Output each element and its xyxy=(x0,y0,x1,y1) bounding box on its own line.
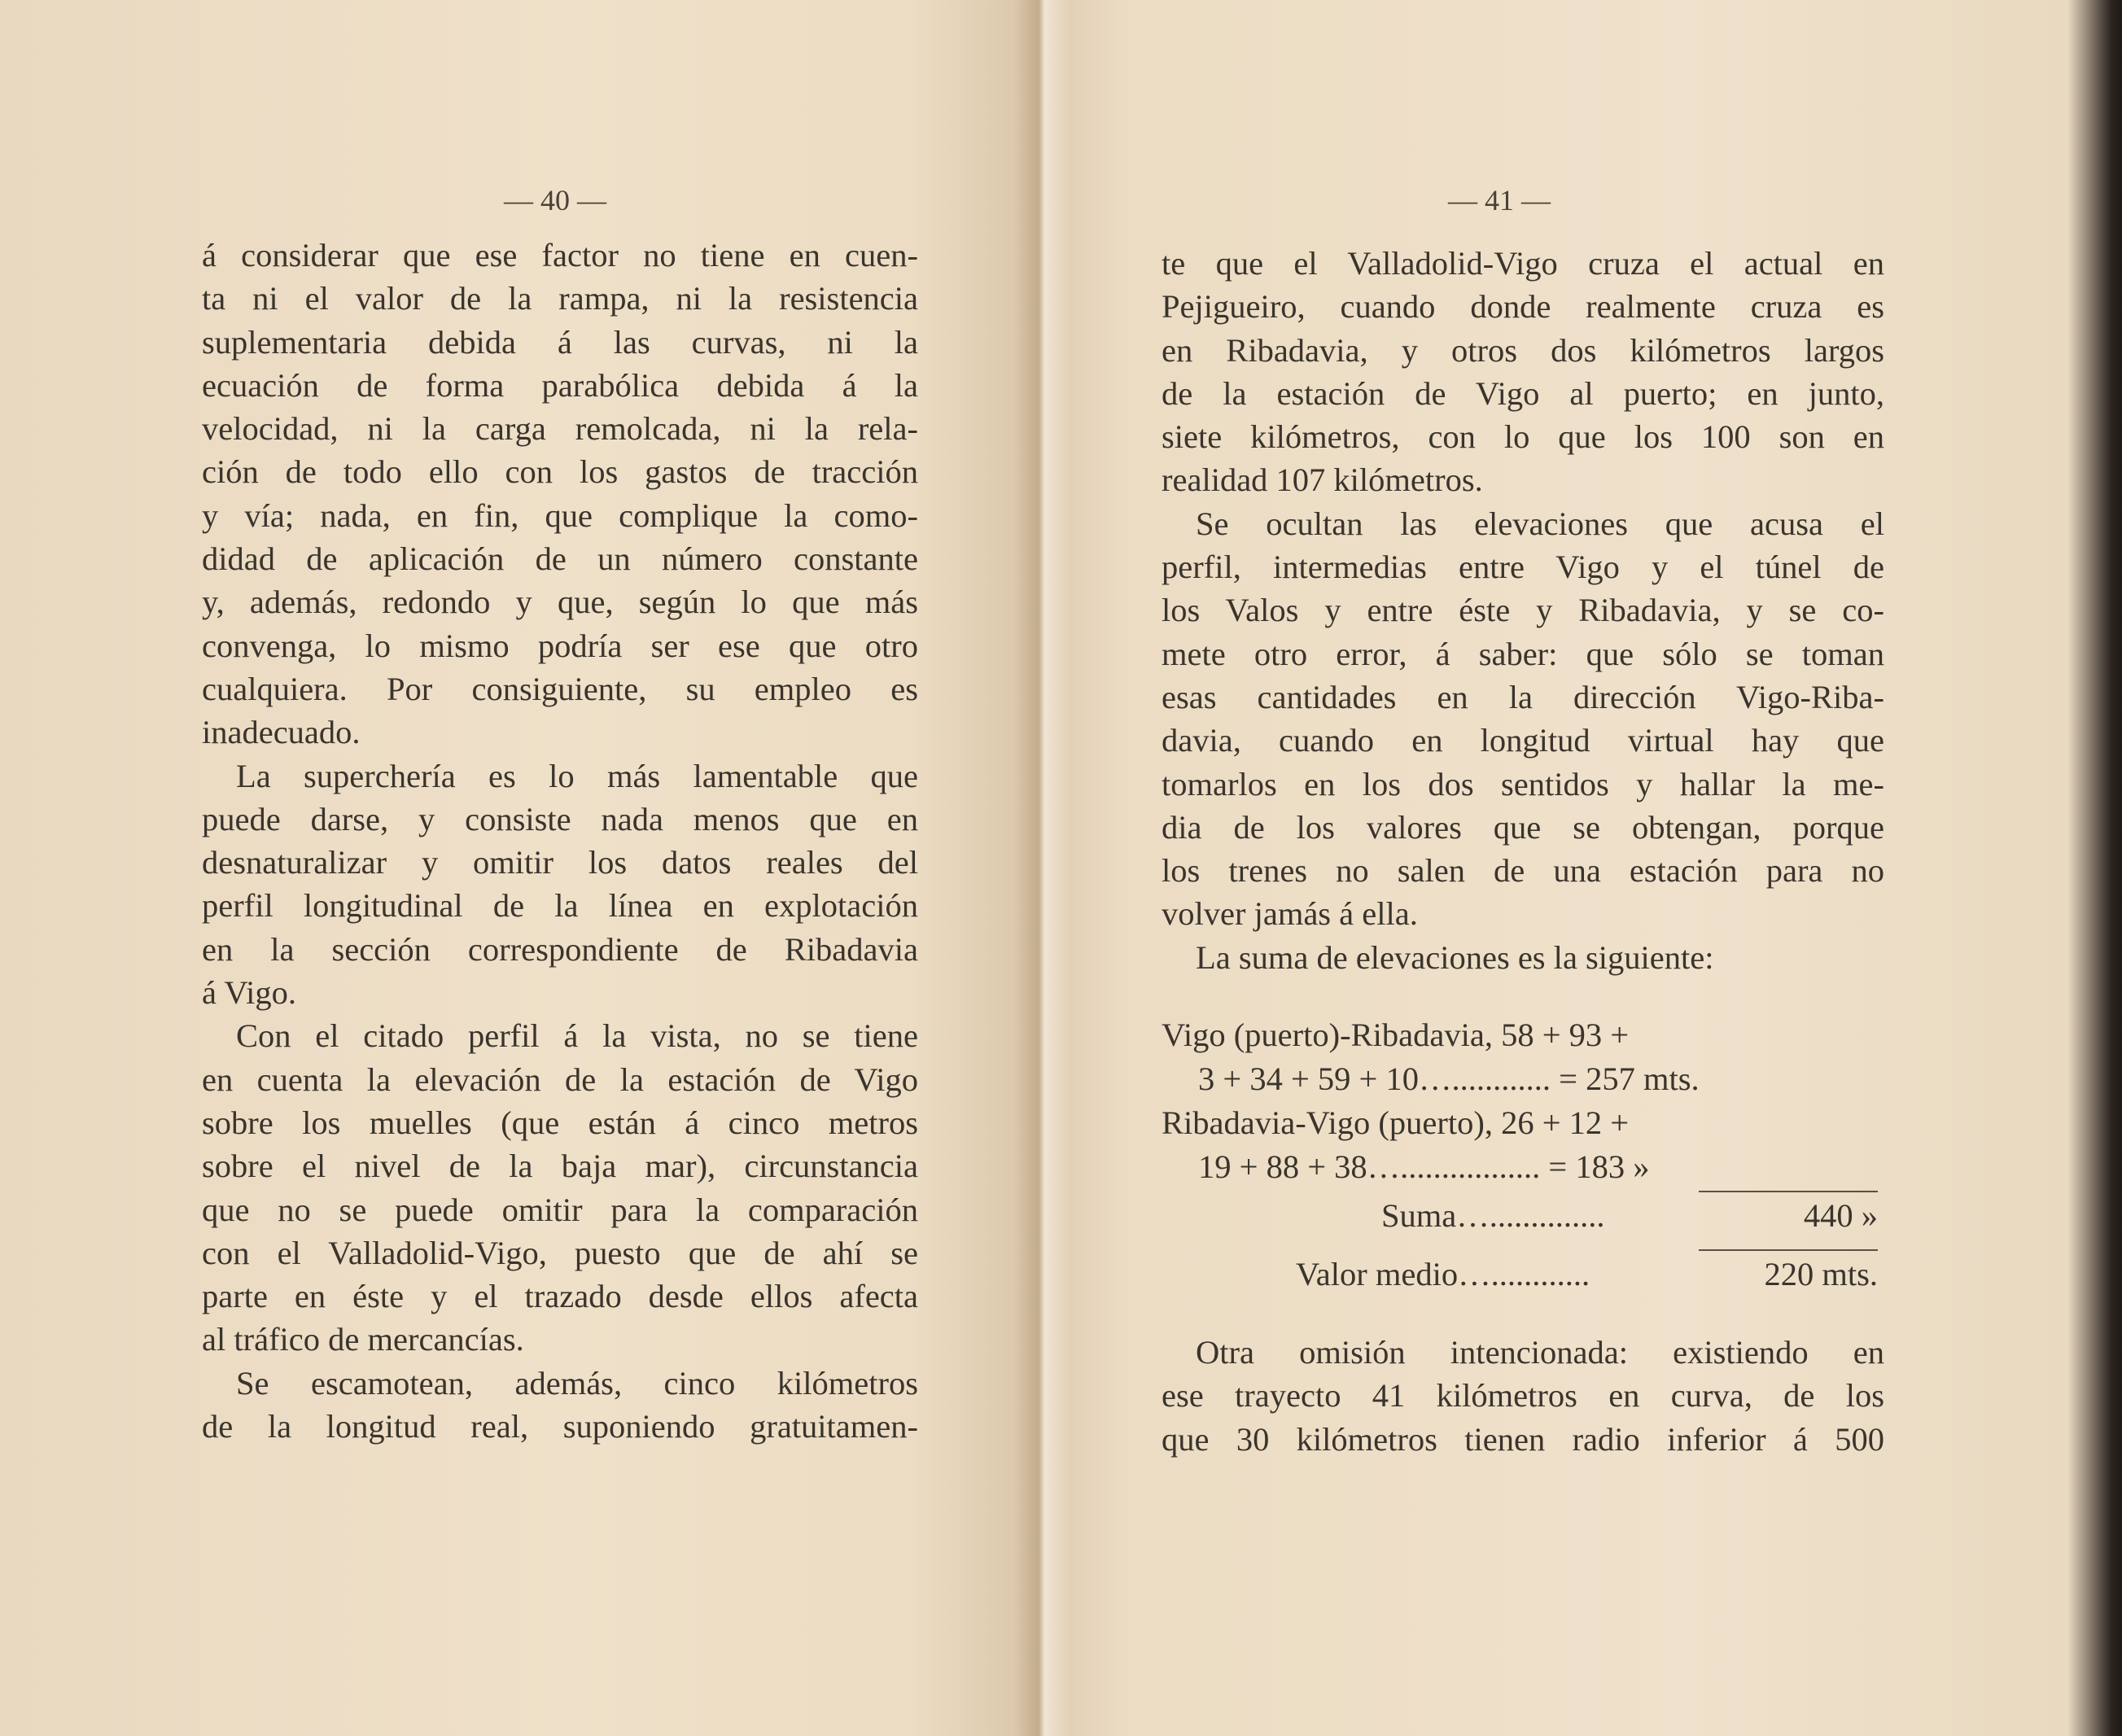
text-line: dia de los valores que se obtengan, porque xyxy=(1162,808,1884,846)
closing-paragraph xyxy=(1162,1331,1884,1461)
sum-row-text: Vigo (puerto)-Ribadavia, 58 + 93 + xyxy=(1162,1017,1630,1053)
text-line: los trenes no salen de una estación para no xyxy=(1162,852,1884,890)
text-line: te que el Valladolid-Vigo cruza el actual en xyxy=(1162,245,1884,282)
text-line: de la longitud real, suponiendo gratuitamen- xyxy=(202,1408,918,1445)
text-line: suplementaria debida á las curvas, ni la xyxy=(202,323,918,361)
paragraph-omision xyxy=(1162,1331,1884,1461)
text-line: en cuenta la elevación de la estación de Vigo xyxy=(202,1060,918,1098)
text-line: ta ni el valor de la rampa, ni la resistencia xyxy=(202,280,918,317)
text-line: cualquiera. Por consiguiente, su empleo es xyxy=(202,670,918,707)
paragraph-perfil xyxy=(202,1014,918,1361)
text-line: sobre el nivel de la baja mar), circunstancia xyxy=(202,1148,918,1185)
text-line: Pejigueiro, cuando donde realmente cruza es xyxy=(1162,288,1884,326)
text-line: velocidad, ni la carga remolcada, ni la rela- xyxy=(202,410,918,448)
paragraph-escamotean xyxy=(202,1362,918,1449)
text-line: mete otro error, á saber: que sólo se toman xyxy=(1162,635,1884,672)
left-text xyxy=(202,234,918,1448)
text-line: La suma de elevaciones es la siguiente: xyxy=(1196,938,1714,976)
text-line: y vía; nada, en fin, que complique la como- xyxy=(202,496,918,534)
text-line: tomarlos en los dos sentidos y hallar la me- xyxy=(1162,765,1884,802)
sum-row xyxy=(1162,1145,1878,1189)
text-line: siete kilómetros, con lo que los 100 son en xyxy=(1162,418,1884,456)
text-line: y, además, redondo y que, según lo que más xyxy=(202,584,918,621)
sum-row-text: 19 + 88 + 38…................. = 183 » xyxy=(1198,1148,1650,1185)
text-line: desnaturalizar y omitir los datos reales del xyxy=(202,844,918,881)
sum-row-text: 3 + 34 + 59 + 10…............ = 257 mts. xyxy=(1198,1060,1700,1097)
sum-rule-line xyxy=(1699,1191,1878,1192)
text-line: Otra omisión intencionada: existiendo en xyxy=(1196,1334,1884,1371)
sum-total-row xyxy=(1162,1194,1878,1238)
text-line: Se ocultan las elevaciones que acusa el xyxy=(1196,505,1884,542)
sum-mean-value: 220 mts. xyxy=(1764,1256,1878,1292)
text-line: La superchería es lo más lamentable que xyxy=(236,757,918,794)
page-number-left: — 40 — xyxy=(504,184,606,216)
text-line: Con el citado perfil á la vista, no se tiene xyxy=(236,1017,918,1055)
paragraph-suma-intro xyxy=(1162,936,1884,979)
text-line: realidad 107 kilómetros. xyxy=(1162,461,1483,499)
paragraph-elevaciones xyxy=(1162,502,1884,936)
text-line: ese trayecto 41 kilómetros en curva, de los xyxy=(1162,1377,1884,1415)
text-line: puede darse, y consiste nada menos que en xyxy=(202,800,918,837)
text-line: á Vigo. xyxy=(202,974,297,1012)
text-line: con el Valladolid-Vigo, puesto que de ahí se xyxy=(202,1234,918,1271)
mean-rule-line xyxy=(1699,1249,1878,1251)
sum-mean-label: Valor medio…............ xyxy=(1296,1256,1590,1292)
left-page xyxy=(0,0,1038,1736)
text-line: convenga, lo mismo podría ser ese que otro xyxy=(202,627,918,664)
text-line: que no se puede omitir para la comparación xyxy=(202,1191,918,1228)
right-text xyxy=(1162,242,1884,979)
text-line: ecuación de forma parabólica debida á la xyxy=(202,366,918,404)
text-line: davia, cuando en longitud virtual hay que xyxy=(1162,722,1884,759)
sum-row-text: Ribadavia-Vigo (puerto), 26 + 12 + xyxy=(1162,1104,1630,1141)
text-line: sobre los muelles (que están á cinco metros xyxy=(202,1104,918,1141)
sum-mean-row xyxy=(1162,1253,1878,1297)
text-line: á considerar que ese factor no tiene en cuen- xyxy=(202,237,918,273)
page-number-right: — 41 — xyxy=(1448,184,1551,216)
text-line: de la estación de Vigo al puerto; en junto, xyxy=(1162,374,1884,412)
paragraph-factor xyxy=(202,234,918,754)
text-line: didad de aplicación de un número constante xyxy=(202,540,918,578)
text-line: perfil, intermedias entre Vigo y el túnel de xyxy=(1162,549,1884,586)
text-line: en la sección correspondiente de Ribadavia xyxy=(202,930,918,968)
text-line: que 30 kilómetros tienen radio inferior á 500 xyxy=(1162,1420,1884,1458)
text-line: parte en éste y el trazado desde ellos afecta xyxy=(202,1278,918,1315)
paragraph-valladolid xyxy=(1162,242,1884,502)
sum-row xyxy=(1162,1013,1878,1057)
text-line: perfil longitudinal de la línea en explotación xyxy=(202,887,918,925)
text-line: inadecuado. xyxy=(202,714,361,751)
text-line: volver jamás á ella. xyxy=(1162,895,1418,933)
text-line: ción de todo ello con los gastos de tracción xyxy=(202,453,918,491)
text-line: al tráfico de mercancías. xyxy=(202,1321,524,1358)
text-line: esas cantidades en la dirección Vigo-Riba- xyxy=(1162,678,1884,715)
sum-row xyxy=(1162,1057,1878,1101)
sum-total-label: Suma….............. xyxy=(1381,1197,1605,1234)
text-line: en Ribadavia, y otros dos kilómetros largos xyxy=(1162,331,1884,369)
book-spine xyxy=(1013,0,1070,1736)
text-line: los Valos y entre éste y Ribadavia, y se co- xyxy=(1162,592,1884,629)
sum-row xyxy=(1162,1101,1878,1145)
sum-total-value: 440 » xyxy=(1803,1197,1878,1234)
paragraph-supercheria xyxy=(202,754,918,1015)
elevation-sum xyxy=(1162,1013,1878,1297)
text-line: Se escamotean, además, cinco kilómetros xyxy=(236,1364,918,1401)
